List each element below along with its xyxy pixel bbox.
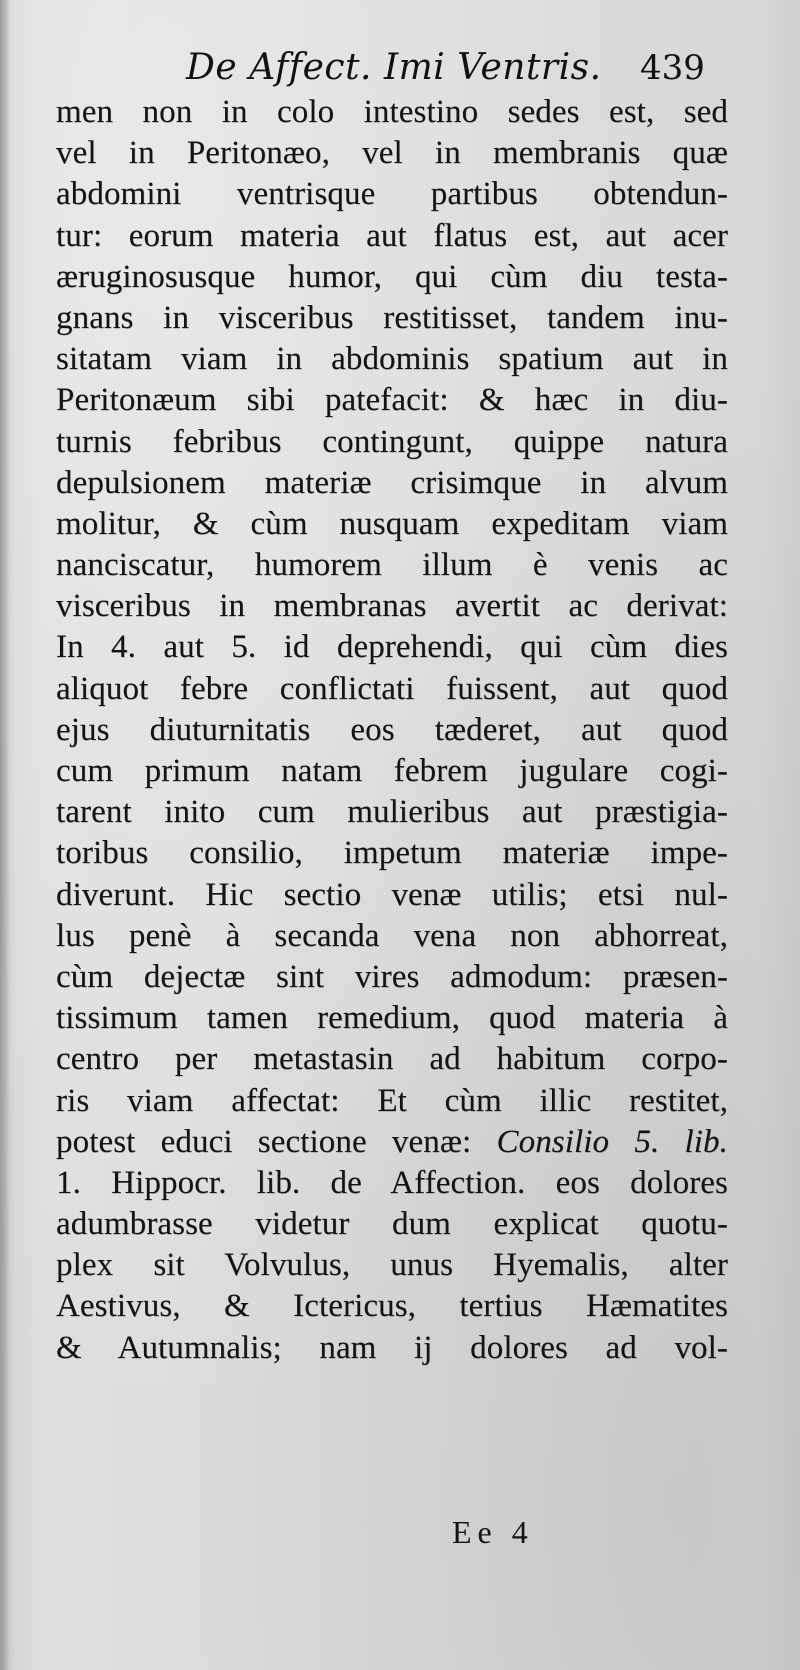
text-line: 1. Hippocr. lib. de Affection. eos dolores — [56, 1164, 728, 1201]
text-line: & Autumnalis; nam ij dolores ad vol- — [56, 1329, 728, 1366]
text-line: sitatam viam in abdominis spatium aut in — [56, 341, 728, 378]
text-line: Aestivus, & Ictericus, tertius Hæmatites — [56, 1288, 728, 1325]
text-line: nanciscatur, humorem illum è venis ac — [56, 547, 728, 584]
text-line: aliquot febre conflictati fuissent, aut quod — [56, 670, 728, 707]
text-line: Peritonæum sibi patefacit: & hæc in diu- — [56, 382, 728, 419]
text-line: In 4. aut 5. id deprehendi, qui cùm dies — [56, 629, 728, 666]
text-line: molitur, & cùm nusquam expeditam viam — [56, 505, 728, 542]
text-line: plex sit Volvulus, unus Hyemalis, alter — [56, 1247, 728, 1284]
text-line: tarent inito cum mulieribus aut præstigia- — [56, 794, 728, 831]
running-title: De Affect. Imi Ventris. — [186, 47, 602, 88]
text-line: ejus diuturnitatis eos tæderet, aut quod — [56, 711, 728, 748]
body-text — [56, 92, 728, 1369]
text-line: adumbrasse videtur dum explicat quotu- — [56, 1206, 728, 1243]
text-line: abdomini ventrisque partibus obtendun- — [56, 176, 728, 213]
text-italic-reference: Consilio 5. lib. — [496, 1123, 728, 1160]
page-header — [0, 44, 800, 94]
text-line: ris viam affectat: Et cùm illic restitet, — [56, 1082, 728, 1119]
catchword-signature: Ee 4 — [452, 1514, 534, 1550]
text-line: cum primum natam febrem jugulare cogi- — [56, 753, 728, 789]
text-line: centro per metastasin ad habitum corpo- — [56, 1041, 728, 1078]
text-line: turnis febribus contingunt, quippe natura — [56, 423, 728, 460]
text-line: vel in Peritonæo, vel in membranis quæ — [56, 135, 728, 172]
page-number: 439 — [640, 48, 705, 88]
text-line: gnans in visceribus restitisset, tandem inu- — [56, 299, 728, 336]
page-gutter-shadow — [0, 0, 10, 1670]
text-line-mixed — [56, 1122, 728, 1163]
text-line: cùm dejectæ sint vires admodum: præsen- — [56, 958, 728, 995]
text-roman: potest educi sectione venæ: — [56, 1123, 472, 1160]
text-line: æruginosusque humor, qui cùm diu testa- — [56, 258, 728, 295]
text-line: lus penè à secanda vena non abhorreat, — [56, 917, 728, 954]
text-line: visceribus in membranas avertit ac derivat: — [56, 588, 728, 625]
text-line: tur: eorum materia aut flatus est, aut acer — [56, 217, 728, 254]
text-line: diverunt. Hic sectio venæ utilis; etsi nul- — [56, 876, 728, 913]
text-line: depulsionem materiæ crisimque in alvum — [56, 464, 728, 501]
text-line: men non in colo intestino sedes est, sed — [56, 94, 728, 130]
text-line: toribus consilio, impetum materiæ impe- — [56, 835, 728, 872]
text-line: tissimum tamen remedium, quod materia à — [56, 1000, 728, 1037]
